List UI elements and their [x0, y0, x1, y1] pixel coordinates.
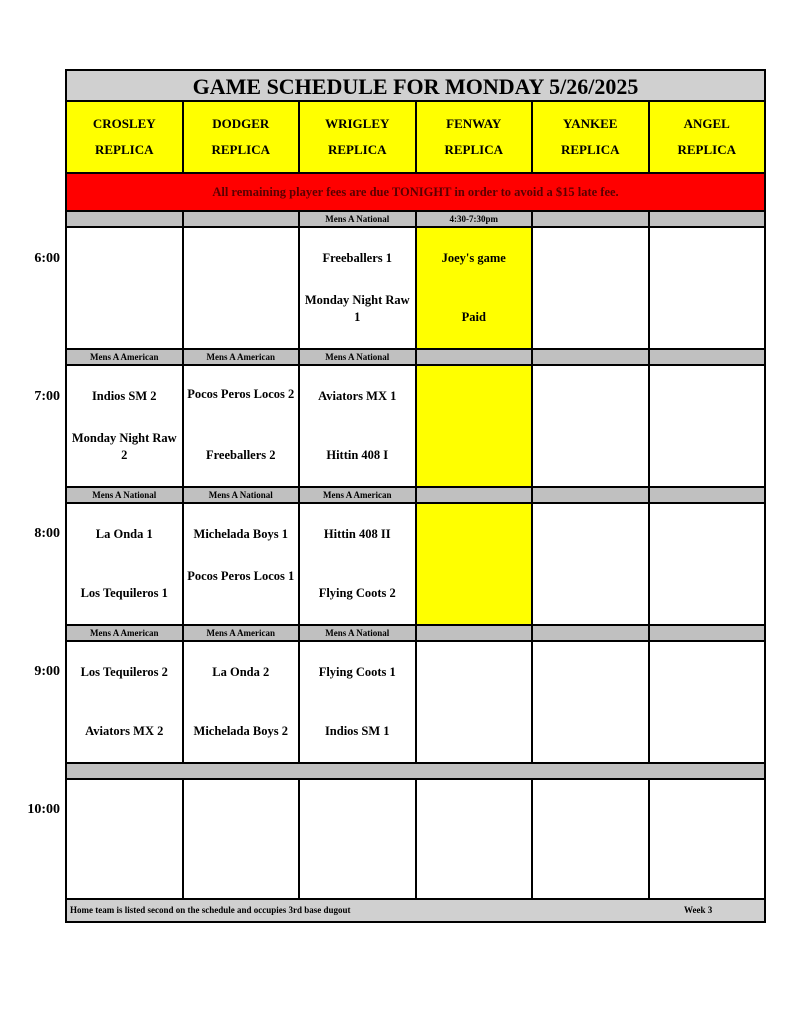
division-label — [650, 212, 765, 226]
division-label — [532, 764, 648, 778]
game-entry: Indios SM 2 — [91, 389, 157, 403]
time-label-10: 10:00 — [27, 802, 60, 817]
division-label — [650, 626, 765, 640]
game-entry: Monday Night Raw 2 — [71, 431, 177, 462]
game-entry: Flying Coots 2 — [318, 586, 396, 600]
game-cell — [300, 228, 417, 348]
reservation-note: Joey's game — [441, 251, 506, 265]
field-name: CROSLEY — [92, 116, 156, 131]
game-cell — [300, 642, 417, 762]
division-label — [533, 626, 650, 640]
game-entry: Los Tequileros 1 — [80, 586, 168, 600]
division-label: Mens A American — [67, 350, 184, 364]
game-cell — [184, 780, 301, 898]
division-label — [650, 488, 765, 502]
week-label: Week 3 — [684, 905, 713, 915]
fee-notice-banner: All remaining player fees are due TONIGHT in order to avoid a $15 late fee. — [67, 174, 764, 212]
field-header-fenway — [417, 102, 534, 172]
field-type: REPLICA — [444, 142, 503, 157]
reserved-cell — [417, 228, 534, 348]
division-label: Mens A National — [67, 488, 184, 502]
division-label — [533, 350, 650, 364]
division-label: 4:30-7:30pm — [417, 212, 534, 226]
division-label — [417, 488, 534, 502]
game-block-10 — [67, 780, 764, 900]
game-block-7 — [67, 366, 764, 488]
division-label — [417, 626, 534, 640]
home-team-note: Home team is listed second on the schedule and occupies 3rd base dugout — [70, 905, 351, 915]
game-cell — [300, 504, 417, 624]
page-title: GAME SCHEDULE FOR MONDAY 5/26/2025 — [67, 71, 764, 102]
game-cell — [533, 366, 650, 486]
division-row-7 — [67, 350, 764, 366]
field-header-row — [67, 102, 764, 174]
reserved-cell — [417, 504, 534, 624]
field-type: REPLICA — [560, 142, 620, 157]
game-cell — [184, 366, 301, 486]
game-cell — [184, 228, 301, 348]
game-cell — [650, 642, 765, 762]
game-cell — [67, 504, 184, 624]
game-cell — [533, 780, 650, 898]
field-name: FENWAY — [446, 116, 502, 131]
division-label: Mens A National — [300, 626, 417, 640]
payment-status: Paid — [461, 310, 486, 324]
reserved-cell — [417, 366, 534, 486]
division-label: Mens A National — [184, 488, 301, 502]
division-label: Mens A American — [184, 350, 301, 364]
division-label — [67, 764, 183, 778]
game-cell — [417, 780, 534, 898]
game-cell — [533, 504, 650, 624]
field-header-angel — [650, 102, 765, 172]
game-entry: Los Tequileros 2 — [80, 665, 168, 679]
division-label: Mens A American — [300, 488, 417, 502]
division-label: Mens A National — [300, 350, 417, 364]
division-row-10 — [67, 764, 764, 780]
game-cell — [650, 228, 765, 348]
game-cell — [67, 228, 184, 348]
game-cell — [417, 642, 534, 762]
division-label — [183, 764, 299, 778]
game-cell — [184, 642, 301, 762]
time-label-6: 6:00 — [34, 251, 60, 266]
game-entry: Hittin 408 I — [326, 448, 389, 462]
field-type: REPLICA — [677, 142, 736, 157]
game-entry: Michelada Boys 1 — [193, 527, 288, 541]
game-entry: Indios SM 1 — [324, 724, 390, 738]
field-name: WRIGLEY — [325, 116, 390, 131]
division-row-6 — [67, 212, 764, 228]
game-block-6 — [67, 228, 764, 350]
game-entry: Aviators MX 2 — [85, 724, 164, 738]
division-label: Mens A American — [184, 626, 301, 640]
field-type: REPLICA — [211, 142, 270, 157]
game-entry: Aviators MX 1 — [318, 389, 397, 403]
game-cell — [533, 642, 650, 762]
game-cell — [650, 504, 765, 624]
footer-bar — [67, 900, 764, 921]
game-entry: Hittin 408 II — [323, 527, 391, 541]
game-cell — [67, 780, 184, 898]
game-cell — [67, 366, 184, 486]
game-entry: Freeballers 2 — [205, 448, 276, 462]
game-cell — [300, 780, 417, 898]
game-cell — [67, 642, 184, 762]
field-header-crosley — [67, 102, 184, 172]
field-header-dodger — [184, 102, 301, 172]
division-label — [648, 764, 764, 778]
division-label — [67, 212, 184, 226]
game-entry: La Onda 2 — [212, 665, 270, 679]
schedule-sheet — [65, 69, 766, 923]
division-row-9 — [67, 626, 764, 642]
time-label-7: 7:00 — [34, 389, 60, 404]
game-entry: La Onda 1 — [95, 527, 153, 541]
game-block-8 — [67, 504, 764, 626]
division-label — [533, 488, 650, 502]
division-label: Mens A National — [300, 212, 417, 226]
division-label — [650, 350, 765, 364]
division-label — [184, 212, 301, 226]
field-name: ANGEL — [683, 116, 730, 131]
game-cell — [533, 228, 650, 348]
game-cell — [184, 504, 301, 624]
game-entry: Freeballers 1 — [322, 251, 393, 265]
game-block-9 — [67, 642, 764, 764]
division-label — [416, 764, 532, 778]
game-entry: Flying Coots 1 — [318, 665, 396, 679]
division-label — [533, 212, 650, 226]
field-type: REPLICA — [94, 142, 154, 157]
field-header-yankee — [533, 102, 650, 172]
game-entry: Monday Night Raw 1 — [304, 293, 410, 324]
field-name: YANKEE — [563, 116, 618, 131]
game-cell — [300, 366, 417, 486]
division-label — [299, 764, 415, 778]
time-label-8: 8:00 — [34, 526, 60, 541]
time-label-9: 9:00 — [34, 664, 60, 679]
game-entry: Michelada Boys 2 — [193, 724, 288, 738]
field-name: DODGER — [212, 116, 270, 131]
game-cell — [650, 366, 765, 486]
division-label — [417, 350, 534, 364]
game-cell — [650, 780, 765, 898]
division-label: Mens A American — [67, 626, 184, 640]
game-entry: Pocos Peros Locos 2 — [187, 387, 295, 401]
game-entry: Pocos Peros Locos 1 — [187, 569, 295, 583]
field-header-wrigley — [300, 102, 417, 172]
field-type: REPLICA — [327, 142, 387, 157]
division-row-8 — [67, 488, 764, 504]
